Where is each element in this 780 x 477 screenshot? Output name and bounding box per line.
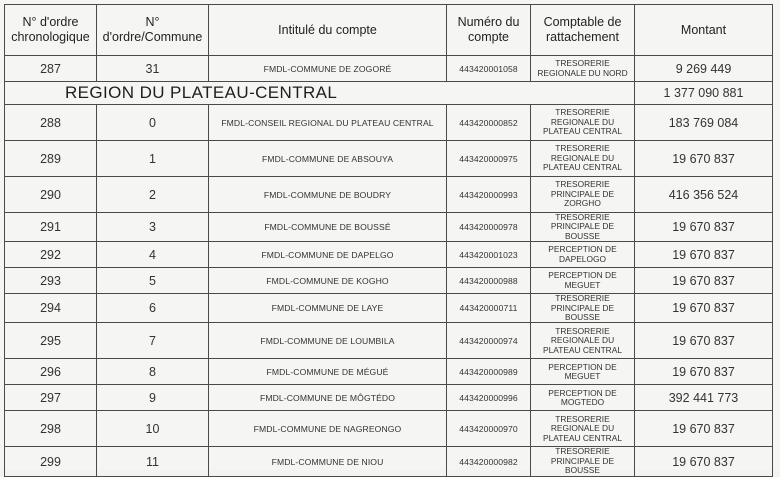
cell-ordre-chronologique: 293 — [5, 268, 97, 294]
comptable-line: ZORGHO — [564, 198, 601, 209]
cell-intitule: FMDL-COMMUNE DE LAYE — [209, 294, 447, 323]
cell-comptable — [531, 411, 635, 447]
cell-comptable — [531, 323, 635, 359]
cell-numero: 443420000989 — [447, 359, 531, 385]
cell-ordre-chronologique: 299 — [5, 447, 97, 476]
cell-ordre-chronologique: 290 — [5, 177, 97, 213]
header-numero: Numéro du compte — [447, 5, 531, 56]
comptable-line: PRINCIPALE DE BOUSSE — [550, 302, 615, 323]
table-row — [5, 242, 773, 268]
cell-comptable — [531, 56, 635, 82]
table-row — [5, 177, 773, 213]
comptable-line: PLATEAU CENTRAL — [543, 162, 622, 173]
cell-numero: 443420000978 — [447, 213, 531, 242]
region-total: 1 377 090 881 — [635, 82, 773, 105]
table-row — [5, 294, 773, 323]
cell-comptable — [531, 213, 635, 242]
cell-ordre-commune: 31 — [97, 56, 209, 82]
region-title: REGION DU PLATEAU-CENTRAL — [5, 82, 635, 105]
comptable-line: TRESORERIE — [555, 179, 610, 190]
comptable-line: TRESORERIE — [555, 446, 610, 457]
cell-montant: 392 441 773 — [635, 385, 773, 411]
comptable-line: PERCEPTION DE — [548, 361, 617, 372]
table-row — [5, 385, 773, 411]
comptable-line: REGIONALE DU — [550, 335, 615, 346]
cell-ordre-commune: 6 — [97, 294, 209, 323]
region-row — [5, 82, 773, 105]
comptable-line: REGIONALE DU NORD — [537, 67, 628, 78]
cell-comptable — [531, 105, 635, 141]
cell-ordre-commune: 0 — [97, 105, 209, 141]
table-row — [5, 411, 773, 447]
cell-montant: 19 670 837 — [635, 323, 773, 359]
cell-intitule: FMDL-COMMUNE DE NIOU — [209, 447, 447, 476]
comptable-line: PLATEAU CENTRAL — [543, 432, 622, 443]
cell-intitule: FMDL-COMMUNE DE MÔGTÉDO — [209, 385, 447, 411]
cell-intitule: FMDL-COMMUNE DE BOUDRY — [209, 177, 447, 213]
cell-numero: 443420000974 — [447, 323, 531, 359]
cell-numero: 443420000970 — [447, 411, 531, 447]
cell-intitule: FMDL-COMMUNE DE ZOGORÉ — [209, 56, 447, 82]
cell-ordre-commune: 4 — [97, 242, 209, 268]
comptable-line: REGIONALE DU — [550, 423, 615, 434]
comptable-line: MOGTEDO — [560, 396, 605, 407]
cell-comptable — [531, 359, 635, 385]
comptable-line: PLATEAU CENTRAL — [543, 126, 622, 137]
comptable-line: PERCEPTION DE — [548, 270, 617, 281]
comptable-line: TRESORERIE — [555, 293, 610, 304]
cell-comptable — [531, 242, 635, 268]
cell-intitule: FMDL-COMMUNE DE LOUMBILA — [209, 323, 447, 359]
cell-ordre-commune: 1 — [97, 141, 209, 177]
cell-numero: 443420000982 — [447, 447, 531, 476]
cell-ordre-chronologique: 289 — [5, 141, 97, 177]
cell-comptable — [531, 177, 635, 213]
header-row — [5, 5, 773, 56]
cell-intitule: FMDL-COMMUNE DE BOUSSÉ — [209, 213, 447, 242]
cell-montant: 19 670 837 — [635, 411, 773, 447]
header-ordre-commune: N° d'ordre/Commune — [97, 5, 209, 56]
cell-ordre-chronologique: 295 — [5, 323, 97, 359]
comptable-line: PERCEPTION DE — [548, 244, 617, 255]
header-intitule: Intitulé du compte — [209, 5, 447, 56]
comptable-line: REGIONALE DU — [550, 152, 615, 163]
comptable-line: PERCEPTION DE — [548, 387, 617, 398]
table-row — [5, 56, 773, 82]
comptable-line: MEGUET — [564, 279, 601, 290]
comptable-line: TRESORERIE — [555, 212, 610, 222]
comptable-line: TRESORERIE — [555, 107, 610, 118]
cell-ordre-chronologique: 291 — [5, 213, 97, 242]
table-row — [5, 447, 773, 476]
cell-comptable — [531, 268, 635, 294]
comptable-line: PRINCIPALE DE — [550, 188, 615, 199]
cell-montant: 19 670 837 — [635, 213, 773, 242]
cell-montant: 19 670 837 — [635, 268, 773, 294]
table-row — [5, 359, 773, 385]
cell-ordre-chronologique: 292 — [5, 242, 97, 268]
cell-intitule: FMDL-CONSEIL REGIONAL DU PLATEAU CENTRAL — [209, 105, 447, 141]
cell-numero: 443420001058 — [447, 56, 531, 82]
cell-ordre-commune: 5 — [97, 268, 209, 294]
comptable-line: PLATEAU CENTRAL — [543, 344, 622, 355]
cell-intitule: FMDL-COMMUNE DE ABSOUYA — [209, 141, 447, 177]
cell-montant: 416 356 524 — [635, 177, 773, 213]
cell-comptable — [531, 294, 635, 323]
table-row — [5, 141, 773, 177]
cell-ordre-chronologique: 287 — [5, 56, 97, 82]
cell-intitule: FMDL-COMMUNE DE MÉGUÉ — [209, 359, 447, 385]
cell-ordre-chronologique: 294 — [5, 294, 97, 323]
comptable-line: REGIONALE DU — [550, 116, 615, 127]
comptable-line: TRESORERIE — [555, 413, 610, 424]
cell-ordre-chronologique: 288 — [5, 105, 97, 141]
cell-ordre-commune: 8 — [97, 359, 209, 385]
header-comptable: Comptable de rattachement — [531, 5, 635, 56]
table-row — [5, 268, 773, 294]
comptable-line: PRINCIPALE DE BOUSSE — [550, 221, 615, 241]
cell-numero: 443420000988 — [447, 268, 531, 294]
cell-numero: 443420000993 — [447, 177, 531, 213]
cell-ordre-chronologique: 298 — [5, 411, 97, 447]
cell-numero: 443420000975 — [447, 141, 531, 177]
cell-numero: 443420001023 — [447, 242, 531, 268]
header-ordre-chronologique: N° d'ordre chronologique — [5, 5, 97, 56]
cell-montant: 19 670 837 — [635, 359, 773, 385]
comptable-line: PRINCIPALE DE BOUSSE — [550, 455, 615, 476]
cell-ordre-commune: 10 — [97, 411, 209, 447]
cell-ordre-commune: 11 — [97, 447, 209, 476]
cell-intitule: FMDL-COMMUNE DE DAPELGO — [209, 242, 447, 268]
cell-ordre-chronologique: 297 — [5, 385, 97, 411]
cell-montant: 19 670 837 — [635, 141, 773, 177]
cell-comptable — [531, 447, 635, 476]
cell-numero: 443420000996 — [447, 385, 531, 411]
cell-ordre-commune: 7 — [97, 323, 209, 359]
cell-ordre-commune: 9 — [97, 385, 209, 411]
comptable-line: TRESORERIE — [555, 143, 610, 154]
cell-montant: 183 769 084 — [635, 105, 773, 141]
cell-comptable — [531, 141, 635, 177]
cell-ordre-commune: 2 — [97, 177, 209, 213]
accounts-table — [4, 4, 773, 477]
cell-numero: 443420000711 — [447, 294, 531, 323]
cell-montant: 19 670 837 — [635, 242, 773, 268]
table-row — [5, 213, 773, 242]
table-row — [5, 323, 773, 359]
cell-ordre-chronologique: 296 — [5, 359, 97, 385]
cell-intitule: FMDL-COMMUNE DE KOGHO — [209, 268, 447, 294]
table-row — [5, 105, 773, 141]
header-montant: Montant — [635, 5, 773, 56]
cell-intitule: FMDL-COMMUNE DE NAGREONGO — [209, 411, 447, 447]
cell-ordre-commune: 3 — [97, 213, 209, 242]
cell-comptable — [531, 385, 635, 411]
cell-montant: 9 269 449 — [635, 56, 773, 82]
comptable-line: DAPELOGO — [558, 253, 606, 264]
cell-montant: 19 670 837 — [635, 294, 773, 323]
cell-numero: 443420000852 — [447, 105, 531, 141]
cell-montant: 19 670 837 — [635, 447, 773, 476]
comptable-line: TRESORERIE — [555, 325, 610, 336]
comptable-line: MEGUET — [564, 370, 601, 381]
comptable-line: TRESORERIE — [555, 58, 610, 69]
